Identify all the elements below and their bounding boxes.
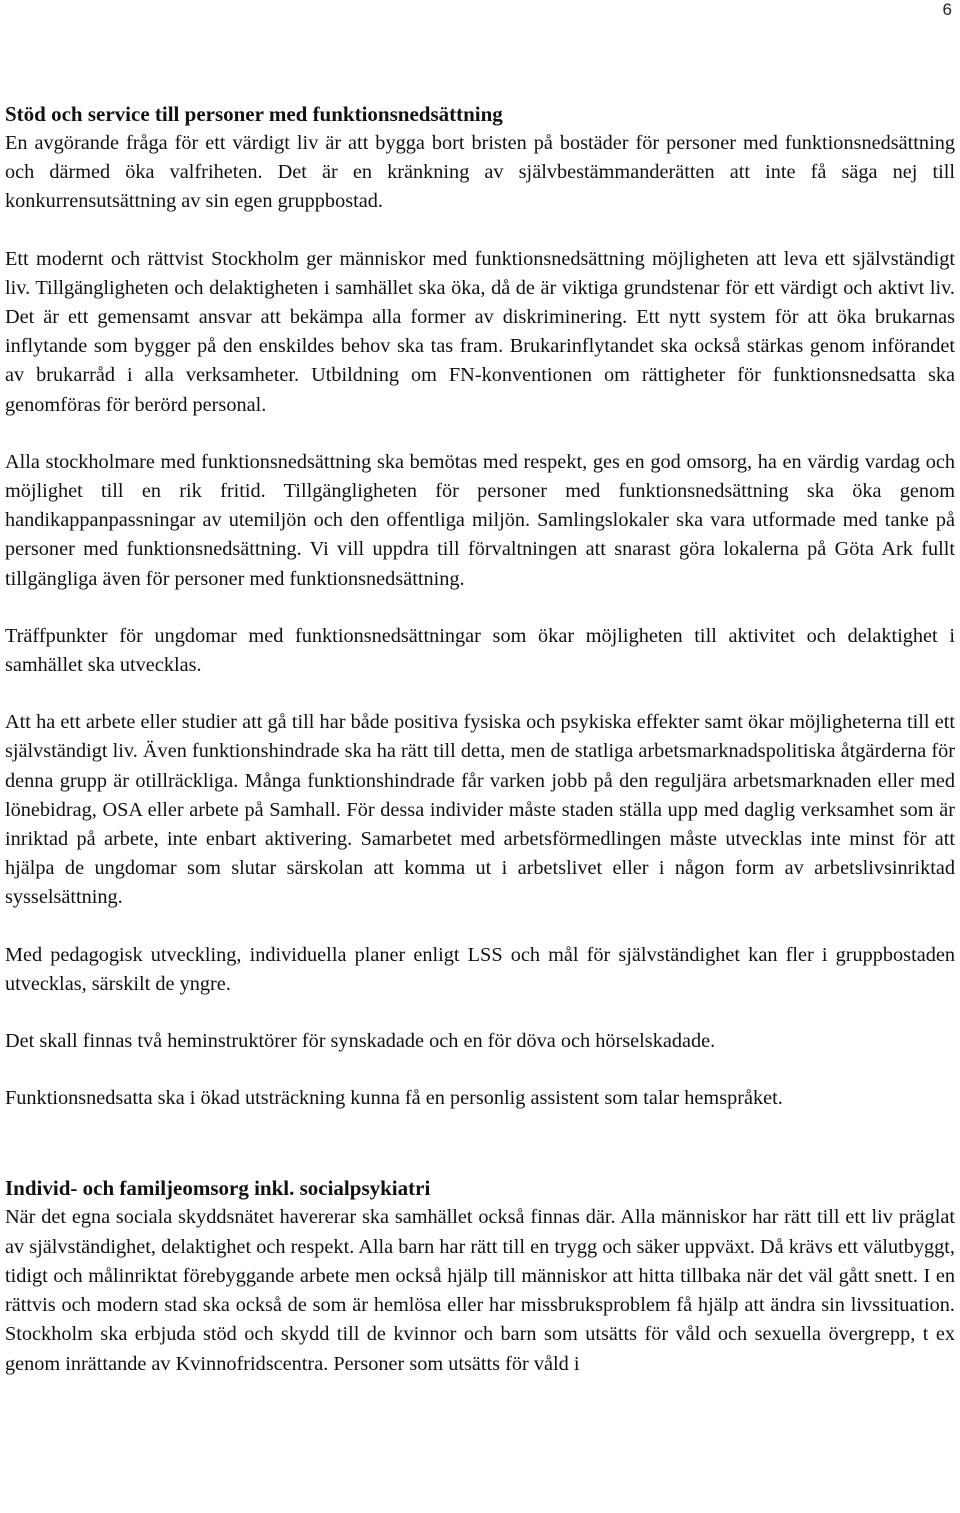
section-heading: Individ- och familjeomsorg inkl. socialpsykiatri: [5, 1176, 431, 1201]
document-body: [5, 100, 955, 1379]
paragraph: När det egna sociala skyddsnätet havererar ska samhället också finnas där. Alla människor har rätt till ett liv präglat av självständighet, delaktighet och respekt. Alla barn har rätt till en trygg och säker uppväxt. Då krävs ett välutbyggt, tidigt och målinriktat förebyggande arbete men också hjälp till människor att hitta tillbaka när det väl gått snett. I en rättvis och modern stad ska också de som är hemlösa eller har missbruksproblem få hjälp att ändra sin livssituation. Stockholm ska erbjuda stöd och skydd till de kvinnor och barn som utsätts för våld och sexuella övergrepp, t ex genom inrättande av Kvinnofridscentra. Personer som utsätts för våld i: [5, 1206, 955, 1375]
section-support-service: [5, 100, 955, 1113]
paragraph: Alla stockholmare med funktionsnedsättning ska bemötas med respekt, ges en god omsorg, ha en värdig vardag och möjlighet till en rik fritid. Tillgängligheten för personer med funktionsnedsättning ska öka genom handikappanpassningar av utemiljön och den offentliga miljön. Samlingslokaler ska vara utformade med tanke på personer med funktionsnedsättning. Vi vill uppdra till förvaltningen att snarast göra lokalerna på Göta Ark fullt tillgängliga även för personer med funktionsnedsättning.: [5, 450, 955, 590]
section-heading: Stöd och service till personer med funktionsnedsättning: [5, 102, 503, 126]
paragraph: Ett modernt och rättvist Stockholm ger människor med funktionsnedsättning möjligheten att leva ett självständigt liv. Tillgängligheten och delaktigheten i samhället ska öka, då de är viktiga grundstenar för ett värdigt och aktivt liv. Det är ett gemensamt ansvar att bekämpa alla former av diskriminering. Ett nytt system för att öka brukarnas inflytande som bygger på den enskildes behov ska tas fram. Brukarinflytandet ska också stärkas genom införandet av brukarråd i alla verksamheter. Utbildning om FN-konventionen om rättigheter för funktionsnedsatta ska genomföras för berörd personal.: [5, 247, 955, 416]
paragraph: Att ha ett arbete eller studier att gå till har både positiva fysiska och psykiska effekter samt ökar möjligheterna till ett självständigt liv. Även funktionshindrade ska ha rätt till detta, men de statliga arbetsmarknadspolitiska åtgärderna för denna grupp är otillräckliga. Många funktionshindrade får varken jobb på den reguljära arbetsmarknaden eller med lönebidrag, OSA eller arbete på Samhall. För dessa individer måste staden ställa upp med daglig verksamhet som är inriktad på arbete, inte enbart aktivering. Samarbetet med arbetsförmedlingen måste utvecklas inte minst för att hjälpa de ungdomar som slutar särskolan att komma ut i arbetslivet eller i någon form av arbetslivsinriktad sysselsättning.: [5, 711, 955, 909]
paragraph: Träffpunkter för ungdomar med funktionsnedsättningar som ökar möjligheten till aktivitet och delaktighet i samhället ska utvecklas.: [5, 624, 955, 677]
paragraph: En avgörande fråga för ett värdigt liv är att bygga bort bristen på bostäder för personer med funktionsnedsättning och därmed öka valfriheten. Det är en kränkning av självbestämmanderätten att inte få säga nej till konkurrensutsättning av sin egen gruppbostad.: [5, 132, 955, 213]
paragraph: Funktionsnedsatta ska i ökad utsträckning kunna få en personlig assistent som talar hemspråket.: [5, 1087, 783, 1110]
paragraph: Det skall finnas två heminstruktörer för synskadade och en för döva och hörselskadade.: [5, 1030, 716, 1053]
page-number: 6: [942, 0, 952, 19]
section-individual-family-care: [5, 1174, 955, 1378]
paragraph: Med pedagogisk utveckling, individuella planer enligt LSS och mål för självständighet kan fler i gruppbostaden utvecklas, särskilt de yngre.: [5, 943, 955, 995]
